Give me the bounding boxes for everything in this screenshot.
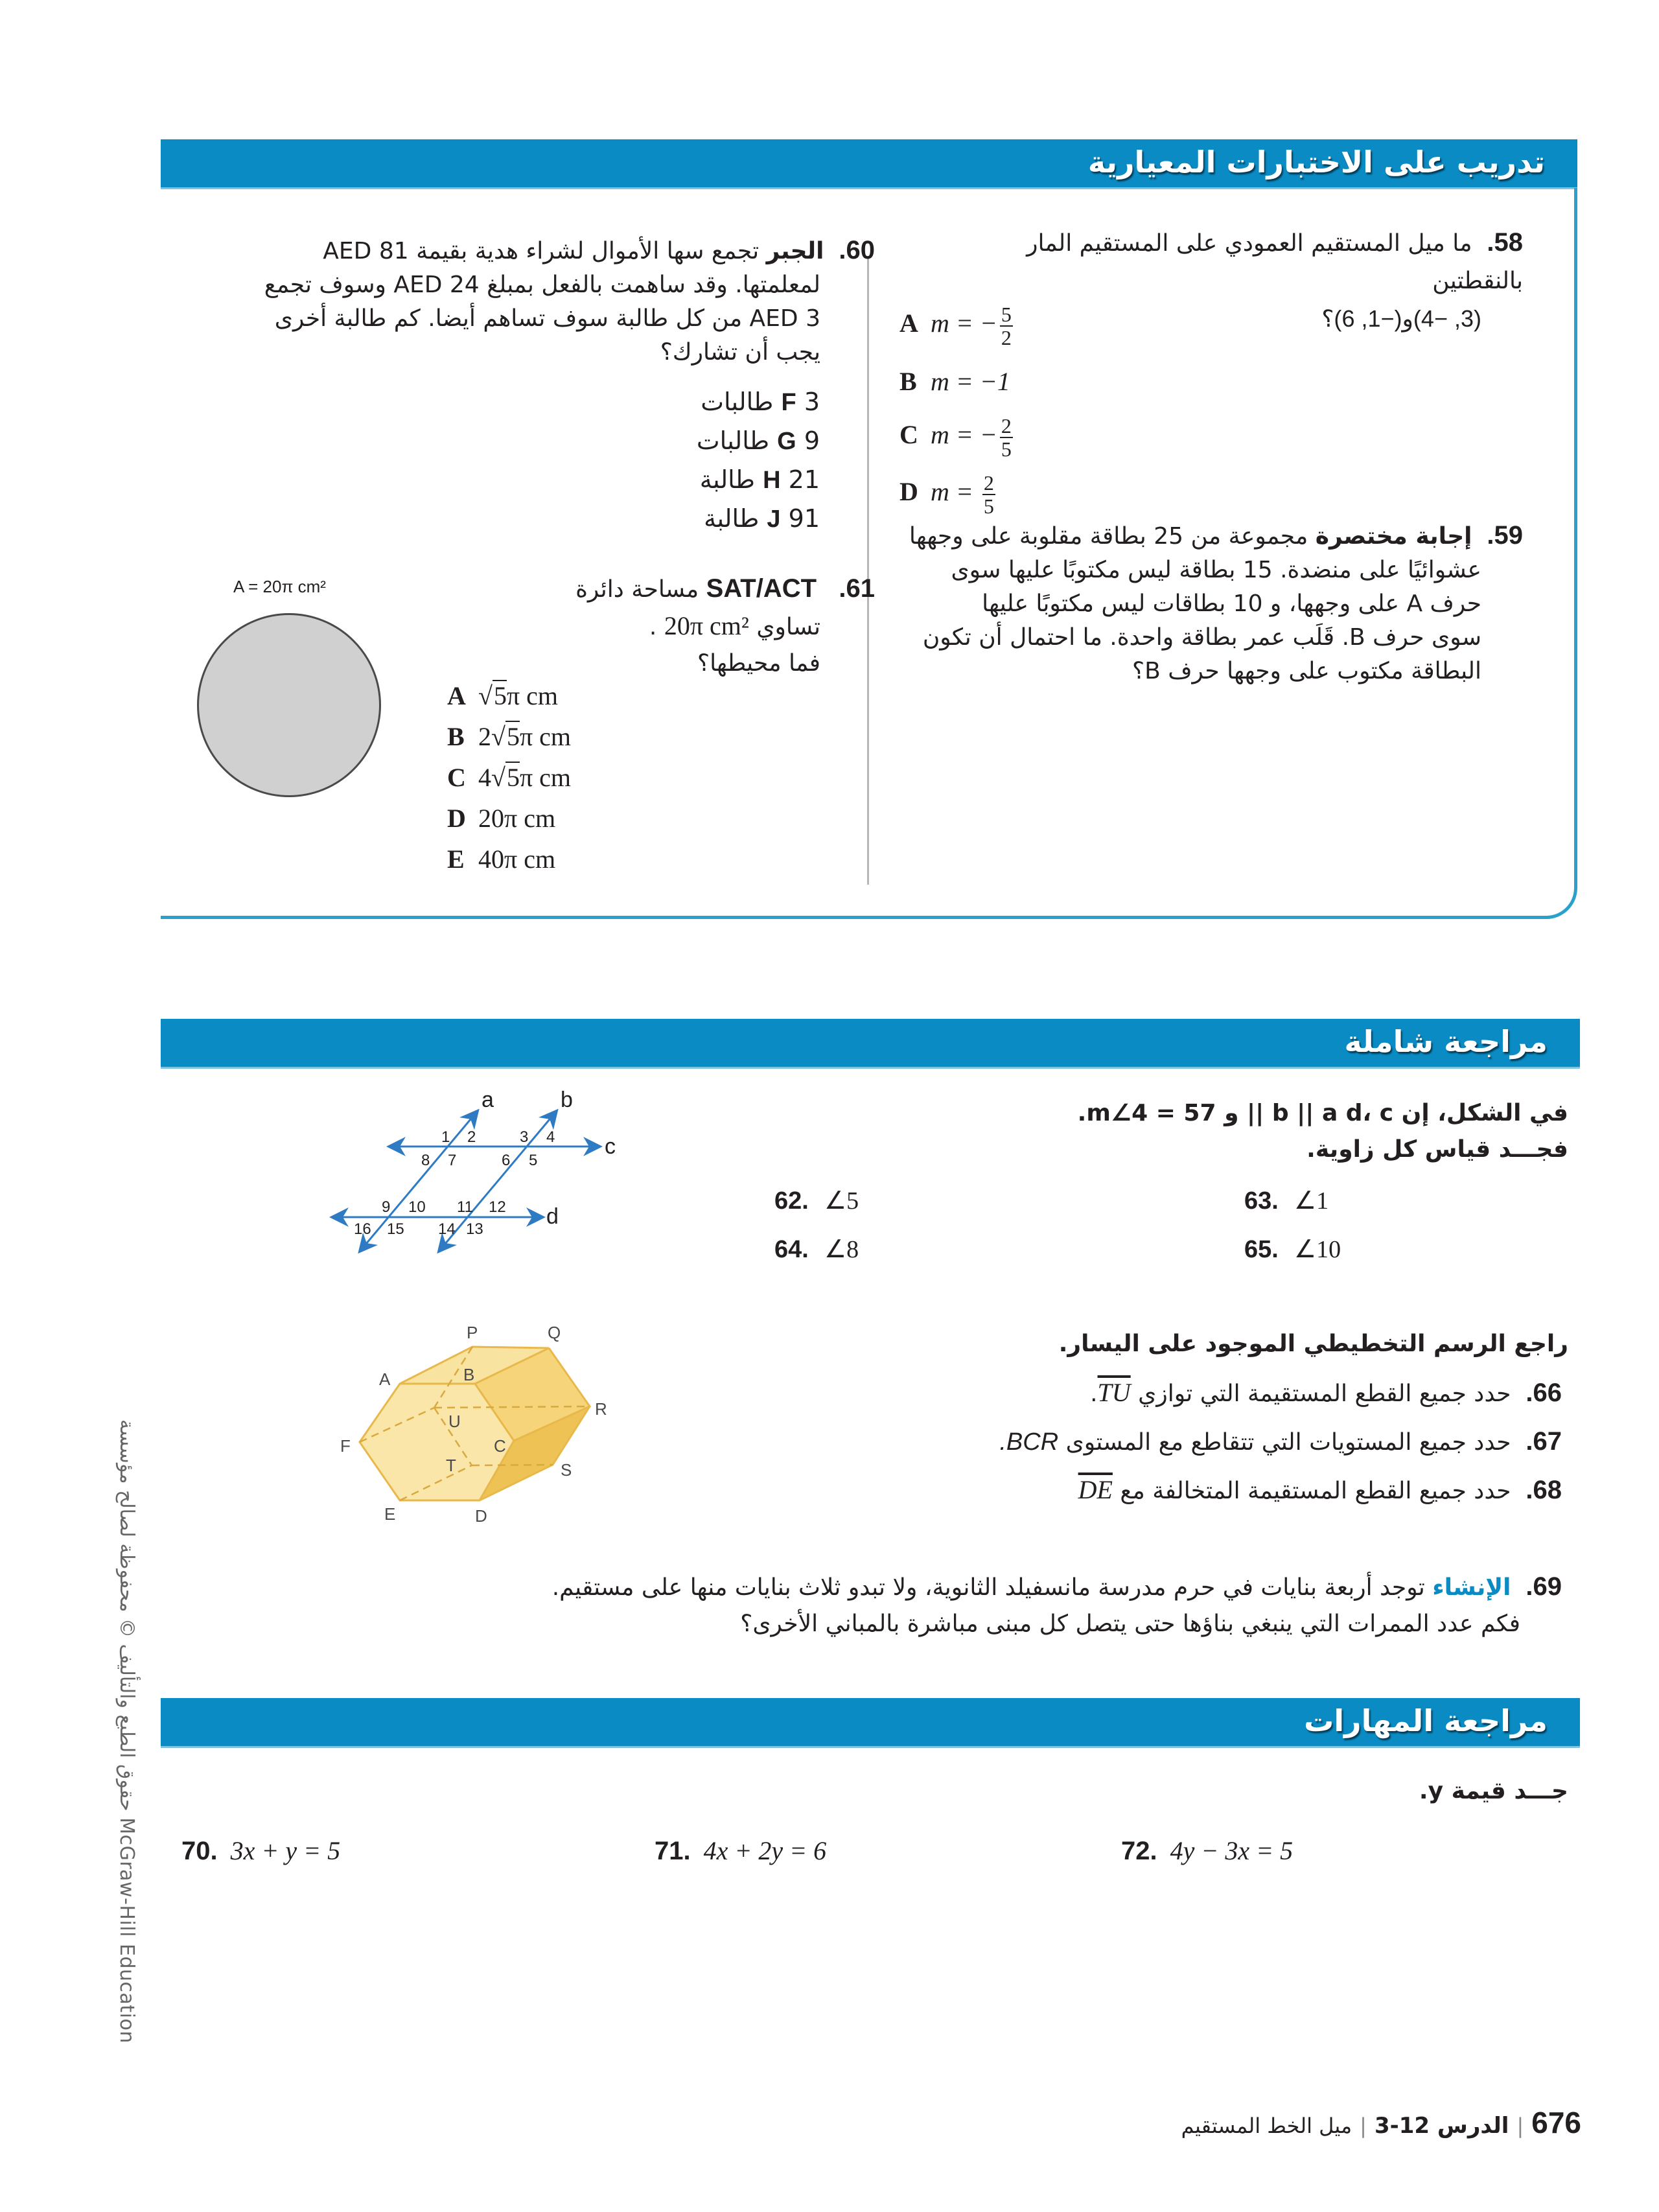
- option-60-h[interactable]: H 21 طالبة: [699, 465, 820, 494]
- question-tag: SAT/ACT: [706, 574, 817, 603]
- question-points: (3, −4)و(−1, 6)؟: [1321, 305, 1481, 332]
- question-text: ما ميل المستقيم العمودي على المستقيم المار بالنقطتين: [1027, 230, 1523, 294]
- circle-shape: [197, 613, 381, 797]
- svg-text:F: F: [340, 1436, 351, 1456]
- option-60-f[interactable]: F 3 طالبات: [701, 388, 820, 416]
- angle-item-65: 65. ∠10: [1244, 1236, 1341, 1263]
- option-61-d[interactable]: D 20π cm: [447, 804, 556, 833]
- question-59: 59. إجابة مختصرة مجموعة من 25 بطاقة مقلوبة على وجهها عشوائيًا على منضدة. 15 بطاقة ليس مكتوبًا عليها سوى حرف A على وجهها، و 10 بطاقات ليس مكتوبًا عليها سوى حرف B. قَلَب عمر بطاقة واحدة. ما احتمال أن تكون البطاقة مكتوب على وجهها حرف B؟: [909, 521, 1523, 684]
- svg-text:S: S: [561, 1460, 572, 1480]
- svg-text:13: 13: [466, 1220, 483, 1238]
- option-60-g[interactable]: G 9 طالبات: [696, 426, 820, 455]
- question-number: 59.: [1487, 521, 1523, 550]
- line-label-c: c: [605, 1134, 616, 1159]
- option-61-a[interactable]: A √5π cm: [447, 681, 559, 710]
- skills-instruction: جـــد قيمة y.: [1419, 1778, 1568, 1804]
- section-header-spiral-review: [161, 1019, 1580, 1067]
- svg-text:1: 1: [441, 1128, 450, 1146]
- svg-text:4: 4: [546, 1128, 555, 1146]
- equation-72: 72. 4y − 3x = 5: [1121, 1836, 1294, 1865]
- parallel-lines-figure: [324, 1076, 778, 1270]
- svg-text:14: 14: [438, 1220, 456, 1238]
- svg-text:D: D: [475, 1506, 487, 1526]
- line-label-b: b: [561, 1088, 573, 1112]
- section-header-skills-review: [161, 1698, 1580, 1746]
- lesson-title: ميل الخط المستقيم: [1181, 2113, 1352, 2138]
- svg-text:R: R: [595, 1399, 607, 1419]
- angle-item-64: 64. ∠8: [774, 1236, 859, 1263]
- svg-text:E: E: [384, 1504, 396, 1524]
- page-footer: 676|الدرس 12-3|ميل الخط المستقيم: [1181, 2106, 1581, 2139]
- svg-text:15: 15: [387, 1220, 404, 1238]
- option-60-j[interactable]: J 91 طالبة: [704, 504, 820, 533]
- equation-70: 70. 3x + y = 5: [181, 1836, 341, 1865]
- svg-text:A: A: [379, 1369, 391, 1389]
- equation-71: 71. 4x + 2y = 6: [655, 1836, 827, 1865]
- svg-text:2: 2: [467, 1128, 476, 1146]
- copyright-notice: حقوق الطبع والتأليف © محفوظة لصالح مؤسسة McGraw-Hill Education: [115, 1419, 138, 2043]
- question-61: 61. SAT/ACT مساحة دائرة تساوي 20π cm² . فما محيطها؟: [575, 574, 875, 677]
- svg-text:3: 3: [520, 1128, 529, 1146]
- question-69: 69. الإنشاء توجد أربعة بنايات في حرم مدرسة مانسفيلد الثانوية، ولا تبدو ثلاث بنايات منها على مستقيم. فكم عدد الممرات التي ينبغي بناؤها حتى يتصل كل مبنى مباشرة بالمباني الأخرى؟: [551, 1572, 1562, 1637]
- figure-label: A = 20π cm²: [233, 577, 326, 596]
- section-title: مراجعة شاملة: [1344, 1024, 1548, 1059]
- svg-text:10: 10: [408, 1198, 426, 1216]
- svg-text:6: 6: [502, 1152, 511, 1169]
- svg-text:16: 16: [354, 1220, 371, 1238]
- question-66: 66. حدد جميع القطع المستقيمة التي توازي TU.: [1090, 1378, 1562, 1407]
- svg-text:12: 12: [489, 1198, 506, 1216]
- svg-text:U: U: [448, 1412, 461, 1431]
- question-number: 61.: [839, 574, 875, 603]
- svg-text:5: 5: [529, 1152, 538, 1169]
- fraction: $\frac{2}{5}$: [1001, 414, 1012, 461]
- line-label-d: d: [546, 1204, 559, 1229]
- section-header-standardized-test: [161, 139, 1577, 187]
- svg-text:P: P: [467, 1323, 478, 1342]
- option-58-a[interactable]: A m = − $\frac{5}{2}$: [899, 303, 1012, 349]
- svg-text:7: 7: [448, 1152, 457, 1169]
- question-60: 60. الجبر تجمع سها الأموال لشراء هدية بقيمة AED 81 لمعلمتها. وقد ساهمت بالفعل بمبلغ AED 24 وسوف تجمع AED 3 من كل طالبة سوف تساهم أيضا. كم طالبة أخرى يجب أن تشارك؟: [264, 236, 875, 366]
- svg-text:9: 9: [382, 1198, 391, 1216]
- option-61-b[interactable]: B 2√5π cm: [447, 722, 572, 751]
- svg-text:11: 11: [457, 1198, 473, 1216]
- hexagonal-prism-figure: [324, 1322, 648, 1549]
- angle-item-62: 62. ∠5: [774, 1187, 859, 1215]
- line-label-a: a: [481, 1088, 494, 1112]
- angle-item-63: 63. ∠1: [1244, 1187, 1329, 1215]
- page-number: 676: [1531, 2106, 1581, 2139]
- svg-text:C: C: [494, 1436, 506, 1456]
- question-67: 67. حدد جميع المستويات التي تتقاطع مع المستوى BCR.: [999, 1427, 1562, 1456]
- circle-figure: [194, 577, 389, 797]
- option-61-c[interactable]: C 4√5π cm: [447, 763, 572, 792]
- svg-text:B: B: [463, 1365, 475, 1384]
- option-61-e[interactable]: E 40π cm: [447, 844, 556, 874]
- question-58: [940, 224, 1523, 338]
- question-tag: إجابة مختصرة: [1315, 523, 1472, 550]
- fraction: $\frac{2}{5}$: [983, 471, 994, 518]
- question-tag: الإنشاء: [1432, 1574, 1511, 1601]
- spiral-instruction: في الشكل، إن b || a d، c || و m∠4 = 57. فجـــد قياس كل زاوية.: [1077, 1100, 1568, 1163]
- lesson-label: الدرس 12-3: [1374, 2113, 1509, 2139]
- question-68: 68. حدد جميع القطع المستقيمة المتخالفة مع DE: [1078, 1475, 1562, 1504]
- section-title: تدريب على الاختبارات المعيارية: [1087, 145, 1545, 180]
- svg-text:Q: Q: [548, 1323, 561, 1342]
- fraction: $\frac{5}{2}$: [1001, 303, 1012, 349]
- question-number: 60.: [839, 236, 875, 264]
- question-number: 58.: [1487, 228, 1523, 257]
- question-tag: الجبر: [766, 238, 824, 264]
- option-58-b[interactable]: B m = −1: [899, 367, 1010, 396]
- sketch-instruction: راجع الرسم التخطيطي الموجود على اليسار.: [1058, 1331, 1568, 1357]
- svg-text:8: 8: [421, 1152, 430, 1169]
- svg-text:T: T: [446, 1456, 456, 1475]
- option-58-c[interactable]: C m = − $\frac{2}{5}$: [899, 414, 1012, 461]
- option-58-d[interactable]: D m = $\frac{2}{5}$: [899, 471, 994, 518]
- section-title: مراجعة المهارات: [1304, 1703, 1548, 1738]
